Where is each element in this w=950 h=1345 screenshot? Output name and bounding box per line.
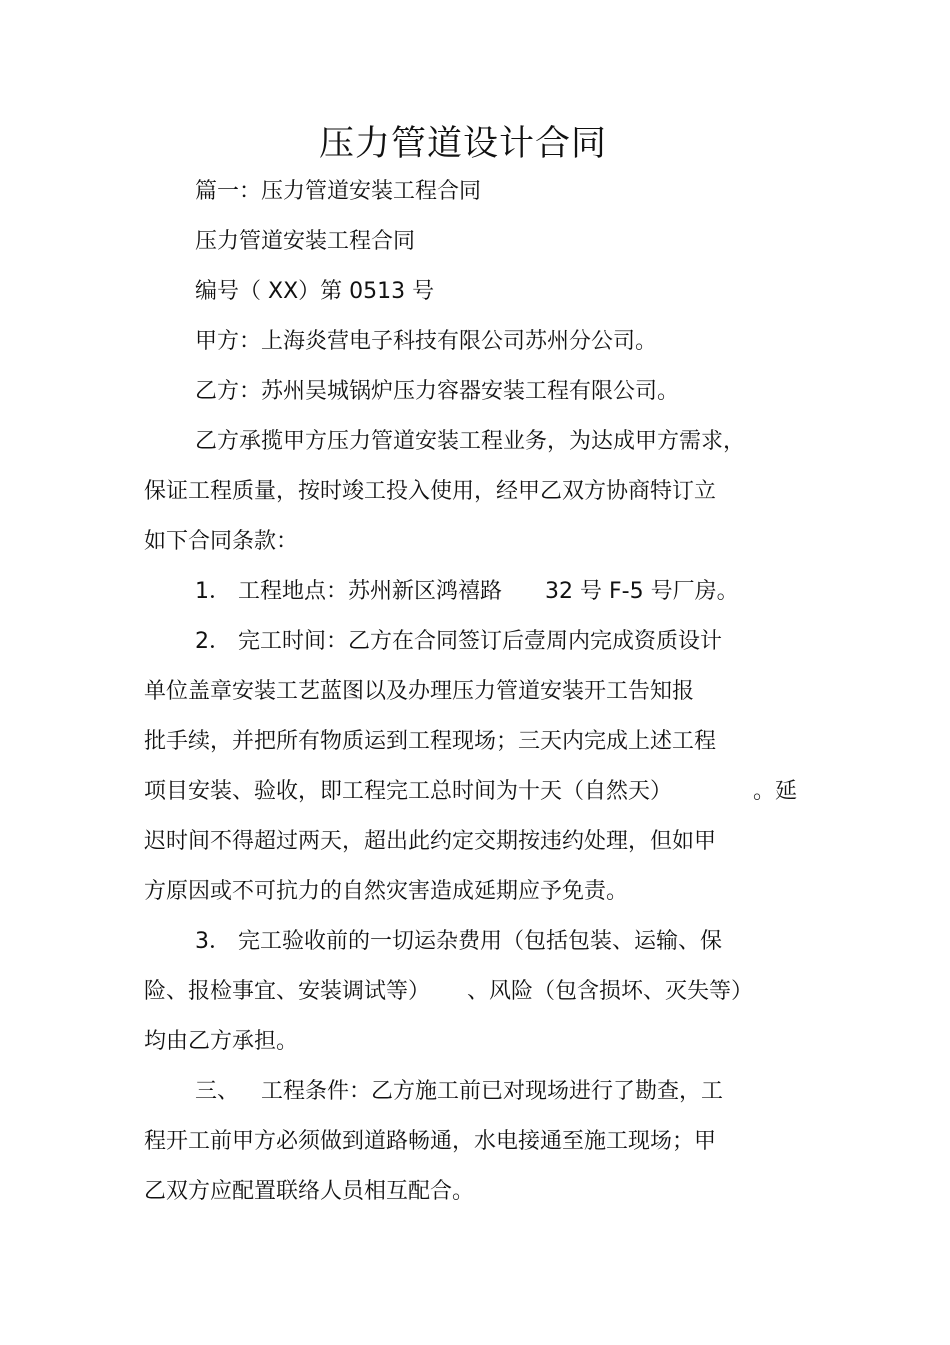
document-title: 压力管道设计合同	[318, 124, 607, 164]
intro-line-2: 保证工程质量，按时竣工投入使用，经甲乙双方协商特订立	[144, 479, 717, 504]
clause-2-line-6: 方原因或不可抗力的自然灾害造成延期应予免责。	[144, 879, 629, 904]
clause-2-line-2: 单位盖章安装工艺蓝图以及办理压力管道安装开工告知报	[144, 679, 695, 704]
clause-3-line-1: 3． 完工验收前的一切运杂费用（包括包装、运输、保	[195, 929, 722, 954]
section-3-line-3: 乙双方应配置联络人员相互配合。	[144, 1179, 475, 1204]
clause-2-line-4-end: 。延	[753, 779, 798, 804]
clause-2-line-1: 2． 完工时间：乙方在合同签订后壹周内完成资质设计	[195, 629, 722, 654]
section-3-line-2: 程开工前甲方必须做到道路畅通，水电接通至施工现场；甲	[144, 1129, 717, 1154]
intro-line-1: 乙方承揽甲方压力管道安装工程业务，为达成甲方需求，	[195, 429, 746, 454]
clause-2-line-4: 项目安装、验收，即工程完工总时间为十天（自然天）	[144, 779, 673, 804]
clause-1	[195, 577, 502, 607]
party-b: 乙方：苏州吴城锅炉压力容器安装工程有限公司。	[195, 379, 680, 404]
intro-line-3: 如下合同条款：	[144, 529, 299, 554]
clause-2-line-3: 批手续，并把所有物质运到工程现场；三天内完成上述工程	[144, 729, 717, 754]
contract-name: 压力管道安装工程合同	[195, 229, 416, 254]
clause-3-line-2b: 、风险（包含损坏、灭失等）	[467, 979, 754, 1004]
section-3-line-1: 工程条件：乙方施工前已对现场进行了勘查，工	[261, 1079, 724, 1104]
clause-1-part-b: 32 号 F-5 号厂房。	[545, 579, 739, 604]
clause-2-line-5: 迟时间不得超过两天，超出此约定交期按违约处理，但如甲	[144, 829, 717, 854]
clause-3-line-3: 均由乙方承担。	[144, 1029, 299, 1054]
party-a: 甲方：上海炎营电子科技有限公司苏州分公司。	[195, 329, 658, 354]
section-3-number: 三、	[195, 1079, 240, 1104]
clause-1-part-a: 1． 工程地点：苏州新区鸿禧路	[195, 579, 502, 604]
section-heading: 篇一：压力管道安装工程合同	[195, 179, 482, 204]
clause-3-line-2a: 险、报检事宜、安装调试等）	[144, 979, 431, 1004]
contract-number: 编号（ XX）第 0513 号	[195, 279, 435, 304]
